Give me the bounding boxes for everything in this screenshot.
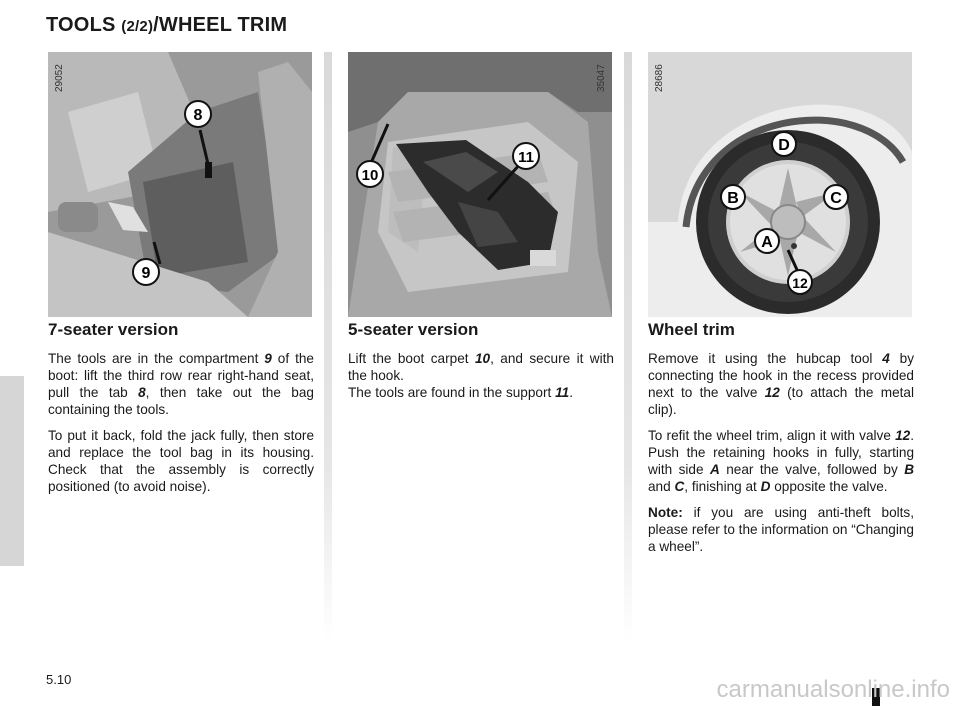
section-heading: 7-seater version [48,320,179,339]
boot-compartment-illustration [48,52,312,317]
paragraph: Note: if you are using anti-theft bolts, please refer to the information on “Changing a wheel”. [648,505,914,554]
watermark: carmanualsonline.info [716,676,950,703]
svg-text:B: B [727,190,739,207]
figure-reference: 29052 [54,64,65,92]
svg-text:11: 11 [518,149,534,166]
section-wheel-trim [648,320,914,564]
callout-C [824,185,848,209]
section-seven-seater [48,320,314,504]
paragraph: Lift the boot carpet 10, and secure it with the hook. [348,351,614,383]
section-heading: Wheel trim [648,320,735,339]
callout-11 [513,143,539,169]
wheel-trim-illustration [648,52,912,317]
page-number: 5.10 [46,672,72,687]
figure-reference: 28686 [654,64,665,92]
svg-text:C: C [830,190,842,207]
callout-8 [185,101,211,127]
section-five-seater [348,320,614,410]
figure-wheel-trim [648,52,912,317]
figure-five-seater [348,52,612,317]
svg-text:A: A [761,234,773,251]
callout-D [772,132,796,156]
column-separator [324,52,332,642]
paragraph: Remove it using the hubcap tool 4 by connecting the hook in the recess provided next to the valve 12 (to attach the metal clip). [648,351,914,417]
column-separator [624,52,632,642]
svg-text:9: 9 [141,265,151,282]
paragraph: To refit the wheel trim, align it with valve 12. Push the retaining hooks in fully, starting with side A near the valve, followed by B and C, finishing at D opposite the valve. [648,428,915,494]
callout-9 [133,259,159,285]
svg-text:D: D [778,137,790,154]
svg-text:12: 12 [792,275,808,291]
figure-reference: 35047 [596,64,607,92]
page-title: TOOLS (2/2)/WHEEL TRIM [46,14,288,36]
section-tab [0,376,24,566]
callout-B [721,185,745,209]
svg-text:10: 10 [361,167,379,184]
section-heading: 5-seater version [348,320,479,339]
paragraph: The tools are in the compartment 9 of the boot: lift the third row rear right-hand seat, pull the tab 8, then take out the bag containing the tools. [48,351,314,417]
figure-seven-seater [48,52,312,317]
boot-support-illustration [348,52,612,317]
paragraph: The tools are found in the support 11. [348,385,573,400]
callout-12 [788,270,812,294]
callout-10 [357,161,383,187]
paragraph: To put it back, fold the jack fully, then store and replace the tool bag in its housing. Check that the assembly is correctly positioned (to avoid noise). [48,428,314,494]
svg-text:8: 8 [193,107,203,124]
callout-A [755,229,779,253]
